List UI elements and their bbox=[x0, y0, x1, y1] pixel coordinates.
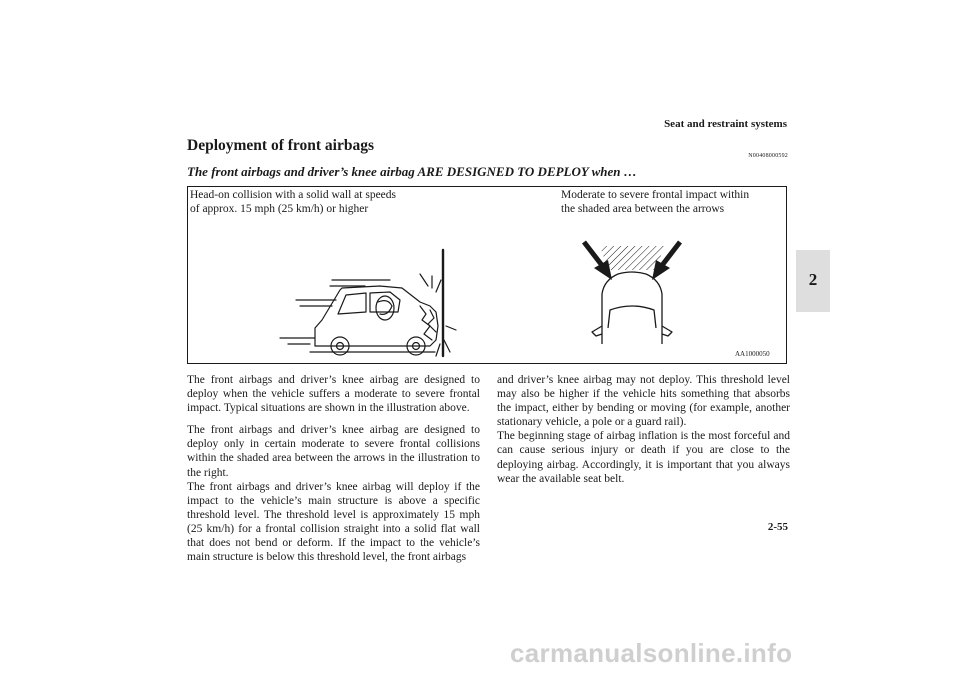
left-caption-line: of approx. 15 mph (25 km/h) or higher bbox=[190, 203, 369, 215]
chapter-tab bbox=[796, 250, 830, 312]
right-caption-line: the shaded area between the arrows bbox=[561, 203, 725, 215]
watermark: carmanualsonline.info bbox=[510, 638, 793, 668]
body-left-column bbox=[187, 373, 480, 564]
paragraph: The beginning stage of airbag inflation is the most forceful and can cause serious injury or death if you are close to the deploying airbag. Accordingly, it is important that you always wear the available seat belt. bbox=[497, 430, 790, 485]
subheading: The front airbags and driver’s knee airbag ARE DESIGNED TO DEPLOY when … bbox=[187, 164, 637, 179]
paragraph: and driver’s knee airbag may not deploy. This threshold level may also be higher if the vehicle hits something that absorbs the impact, either by bending or moving (for example, another stationary vehicle, a pole or a guard rail). bbox=[497, 374, 790, 429]
page-number: 2-55 bbox=[767, 521, 788, 533]
right-caption bbox=[561, 188, 781, 216]
paragraph: The front airbags and driver’s knee airbag are designed to deploy when the vehicle suffers a moderate to severe frontal impact. Typical situations are shown in the illustration above. bbox=[187, 374, 480, 415]
paragraph: The front airbags and driver’s knee airbag are designed to deploy only in certain moderate to severe frontal collisions within the shaded area between the arrows in the illustration to the right. bbox=[187, 424, 480, 479]
figure-code: AA1000050 bbox=[735, 350, 770, 358]
frontal-impact-zone-illustration bbox=[578, 232, 708, 350]
paragraph: The front airbags and driver’s knee airbag will deploy if the impact to the vehicle’s main structure is above a specific threshold level. The threshold level is approximately 15 mph (25 km/h) for a frontal collision straight into a solid flat wall that does not bend or deform. If the impact to the vehicle’s main structure is below this threshold level, the front airbags bbox=[187, 480, 480, 564]
page-heading: Deployment of front airbags bbox=[187, 137, 374, 154]
left-caption bbox=[190, 188, 490, 216]
head-on-collision-illustration bbox=[270, 248, 460, 360]
document-code: N00408000592 bbox=[748, 153, 788, 159]
left-caption-line: Head-on collision with a solid wall at speeds bbox=[190, 189, 397, 201]
chapter-tab-number: 2 bbox=[808, 270, 818, 289]
right-caption-line: Moderate to severe frontal impact within bbox=[561, 189, 750, 201]
section-title: Seat and restraint systems bbox=[664, 118, 787, 130]
body-right-column bbox=[497, 373, 790, 486]
